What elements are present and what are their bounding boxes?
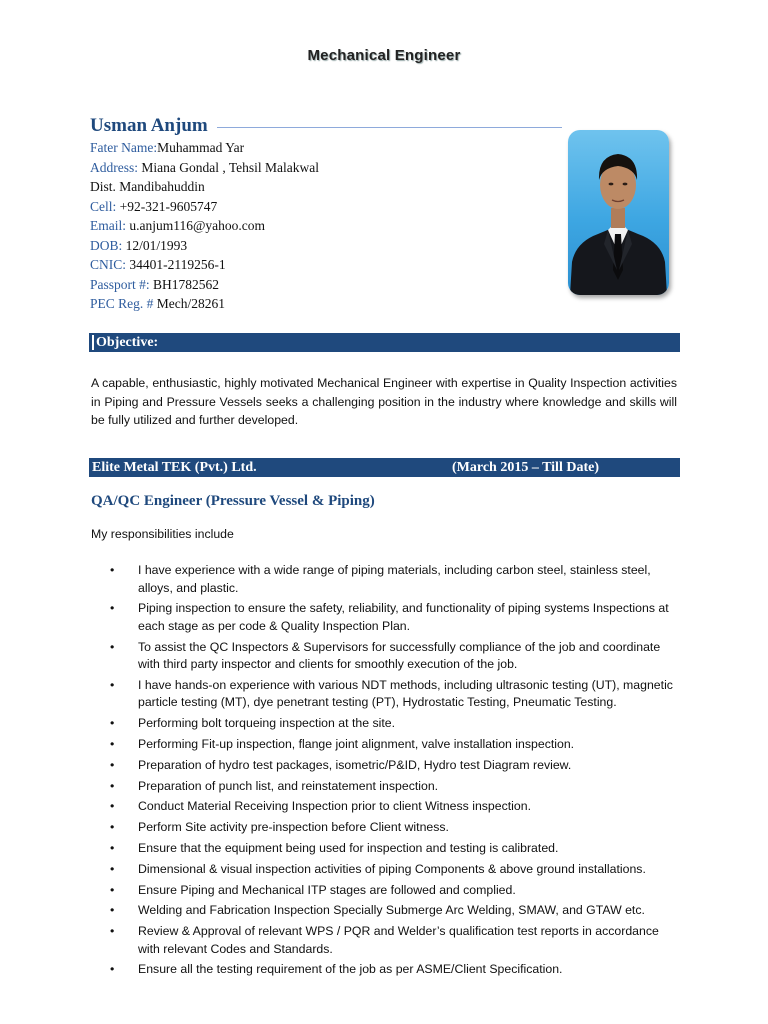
bullet-icon: • (110, 601, 115, 616)
bullet-icon: • (110, 677, 115, 692)
detail-value: 12/01/1993 (125, 237, 188, 253)
list-item-text: Ensure that the equipment being used for inspection and testing is calibrated. (138, 840, 559, 855)
profile-photo-illustration (568, 130, 669, 295)
job-title: QA/QC Engineer (Pressure Vessel & Piping) (91, 493, 375, 509)
detail-row (90, 158, 319, 178)
list-item-text: I have experience with a wide range of piping materials, including carbon steel, stainless steel, alloys, and plastic. (138, 563, 651, 595)
bullet-icon: • (110, 861, 115, 876)
list-item (110, 778, 680, 796)
objective-heading-bar (89, 333, 680, 352)
list-item-text: To assist the QC Inspectors & Supervisors for successfully compliance of the job and coordinate with third party inspector and clients for smoothly execution of the job. (138, 639, 661, 672)
detail-value: +92-321-9605747 (119, 198, 218, 214)
employment-dates: (March 2015 – Till Date) (452, 460, 599, 475)
bullet-icon: • (110, 563, 115, 577)
detail-label: Fater Name: (90, 140, 158, 155)
detail-value: Miana Gondal , Tehsil Malakwal (141, 159, 320, 175)
detail-row (90, 275, 319, 295)
bullet-icon: • (110, 639, 115, 654)
detail-value: u.anjum116@yahoo.com (129, 218, 266, 233)
list-item-text: Ensure Piping and Mechanical ITP stages are followed and complied. (138, 882, 516, 897)
list-item-text: I have hands-on experience with various NDT methods, including ultrasonic testing (UT), magnetic particle testing (MT), dye penetrant testing (PT), Hydrostatic Testing, Pneumatic Testing. (138, 677, 673, 710)
detail-value: 34401-2119256-1 (129, 257, 226, 272)
responsibilities-intro: My responsibilities include (91, 527, 234, 541)
objective-text: A capable, enthusiastic, highly motivated Mechanical Engineer with expertise in Quality Inspection activities in Piping and Pressure Vessels seeks a challenging position in the industry where knowledge and skills will be fully utilized and further developed. (91, 376, 677, 427)
list-item-text: Ensure all the testing requirement of the job as per ASME/Client Specification. (138, 962, 563, 977)
list-item (110, 677, 680, 712)
detail-value: Dist. Mandibahuddin (90, 179, 205, 194)
detail-row (90, 255, 319, 275)
list-item (110, 736, 680, 754)
list-item-text: Dimensional & visual inspection activities of piping Components & above ground installations. (138, 861, 646, 876)
bullet-icon: • (110, 799, 115, 814)
detail-label: Address: (90, 159, 142, 175)
list-item-text: Performing Fit-up inspection, flange joint alignment, valve installation inspection. (138, 736, 575, 751)
detail-label: PEC Reg. # (90, 296, 157, 311)
list-item-text: Preparation of punch list, and reinstatement inspection. (138, 778, 439, 793)
detail-row (90, 197, 319, 217)
detail-value: Mech/28261 (156, 296, 226, 311)
objective-heading: Objective: (92, 335, 158, 350)
detail-label: Cell: (90, 198, 120, 214)
list-item (110, 961, 680, 979)
company-name: Elite Metal TEK (Pvt.) Ltd. (92, 460, 257, 475)
list-item (110, 757, 680, 775)
list-item (110, 840, 680, 858)
bullet-icon: • (110, 962, 115, 977)
list-item (110, 923, 680, 958)
responsibilities-list (110, 562, 680, 982)
list-item-text: Review & Approval of relevant WPS / PQR and Welder’s qualification test reports in accordance with relevant Codes and Standards. (138, 924, 659, 956)
list-item (110, 902, 680, 920)
list-item-text: Perform Site activity pre-inspection before Client witness. (138, 820, 449, 835)
list-item-text: Performing bolt torqueing inspection at the site. (138, 716, 396, 731)
bullet-icon: • (110, 716, 115, 731)
detail-label: Email: (90, 218, 130, 233)
bullet-icon: • (110, 757, 115, 772)
list-item (110, 819, 680, 837)
detail-row (90, 236, 319, 256)
list-item-text: Conduct Material Receiving Inspection prior to client Witness inspection. (138, 799, 532, 814)
list-item-text: Preparation of hydro test packages, isometric/P&ID, Hydro test Diagram review. (138, 757, 572, 772)
list-item-text: Welding and Fabrication Inspection Specially Submerge Arc Welding, SMAW, and GTAW etc. (138, 903, 645, 918)
bullet-icon: • (110, 736, 115, 751)
detail-row (90, 216, 319, 236)
detail-value: BH1782562 (153, 276, 220, 292)
detail-row (90, 138, 319, 158)
list-item (110, 882, 680, 900)
bullet-icon: • (110, 820, 115, 835)
bullet-icon: • (110, 882, 115, 897)
list-item (110, 861, 680, 879)
bullet-icon: • (110, 903, 115, 918)
experience-heading-bar (89, 458, 680, 477)
candidate-name: Usman Anjum (90, 115, 208, 136)
list-item (110, 715, 680, 733)
list-item (110, 562, 680, 597)
list-item-text: Piping inspection to ensure the safety, reliability, and functionality of piping systems Inspections at each stage as per code & Quality Inspection Plan. (138, 601, 669, 633)
bullet-icon: • (110, 840, 115, 855)
list-item (110, 600, 680, 635)
document-title: Mechanical Engineer (307, 47, 461, 64)
bullet-icon: • (110, 924, 115, 939)
personal-details (90, 138, 319, 314)
detail-value: Muhammad Yar (157, 140, 245, 155)
detail-row (90, 177, 319, 197)
detail-label: DOB: (90, 237, 126, 253)
list-item (110, 639, 680, 674)
profile-photo (568, 130, 669, 295)
list-item (110, 798, 680, 816)
bullet-icon: • (110, 778, 115, 793)
name-divider (217, 127, 562, 128)
detail-label: CNIC: (90, 257, 130, 272)
detail-row (90, 294, 319, 314)
detail-label: Passport #: (90, 276, 154, 292)
